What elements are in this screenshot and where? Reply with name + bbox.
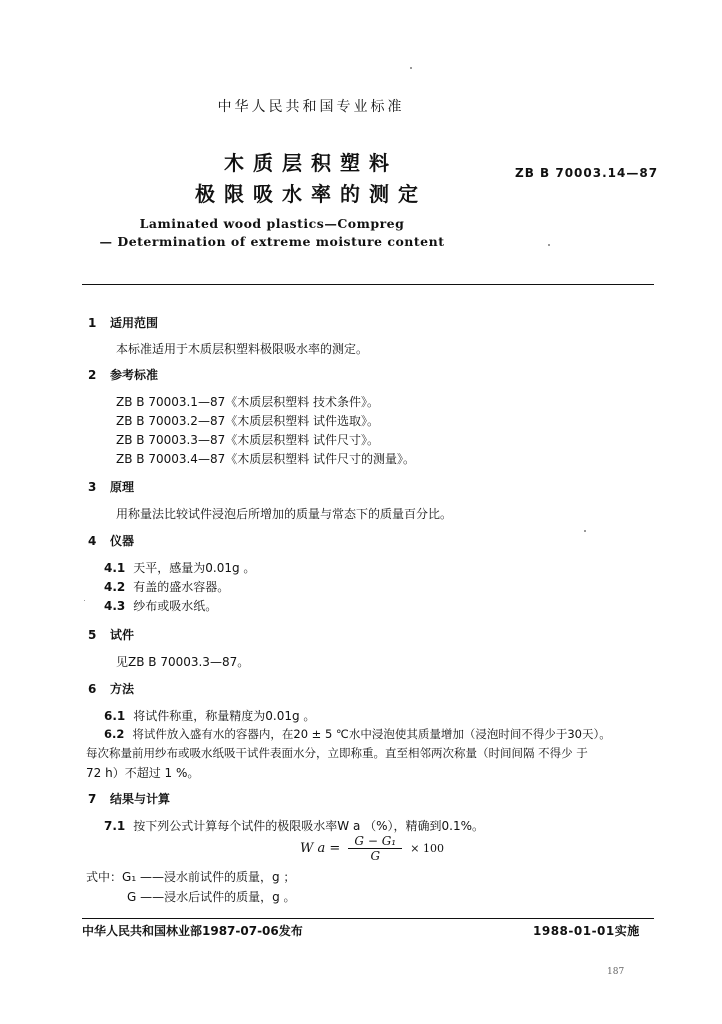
clause-number: 7.1 bbox=[104, 819, 126, 833]
variable-definition: G ——浸水后试件的质量，g 。 bbox=[127, 890, 296, 904]
title-zh-line2: 极限吸水率的测定 bbox=[195, 182, 427, 206]
scan-speck bbox=[410, 67, 412, 69]
clause-6-1 bbox=[104, 707, 315, 724]
section-7-heading bbox=[88, 790, 170, 807]
section-title: 方法 bbox=[110, 682, 135, 696]
where-clause bbox=[86, 868, 295, 885]
section-1-heading bbox=[88, 314, 158, 331]
section-5-text: 见ZB B 70003.3—87。 bbox=[116, 655, 250, 669]
title-en-line2: — Determination of extreme moisture content bbox=[99, 234, 445, 249]
clause-text: 天平，感量为0.01g 。 bbox=[133, 561, 256, 575]
reference-item: ZB B 70003.3—87《木质层积塑料 试件尺寸》。 bbox=[116, 433, 380, 447]
formula-denominator: G bbox=[370, 849, 381, 863]
section-number: 5 bbox=[88, 628, 97, 642]
section-title: 原理 bbox=[110, 480, 135, 494]
page-number: 187 bbox=[607, 967, 625, 977]
clause-number: 6.1 bbox=[104, 709, 126, 723]
section-3-heading bbox=[88, 478, 134, 495]
section-6-heading bbox=[88, 680, 134, 697]
section-2-heading bbox=[88, 366, 158, 383]
clause-number: 6.2 bbox=[104, 727, 125, 741]
section-number: 1 bbox=[88, 316, 97, 330]
formula-lhs: W a = bbox=[300, 841, 341, 856]
section-number: 7 bbox=[88, 792, 97, 806]
reference-item: ZB B 70003.2—87《木质层积塑料 试件选取》。 bbox=[116, 414, 380, 428]
clause-text: 纱布或吸水纸。 bbox=[133, 599, 218, 613]
clause-4-2 bbox=[104, 578, 229, 595]
clause-text: 有盖的盛水容器。 bbox=[133, 580, 230, 594]
clause-text: 按下列公式计算每个试件的极限吸水率W a （%），精确到0.1%。 bbox=[133, 819, 485, 833]
standard-name: 中华人民共和国专业标准 bbox=[217, 99, 405, 115]
clause-number: 4.2 bbox=[104, 580, 126, 594]
scan-speck bbox=[584, 530, 586, 532]
reference-item: ZB B 70003.4—87《木质层积塑料 试件尺寸的测量》。 bbox=[116, 452, 416, 466]
clause-6-2 bbox=[104, 726, 611, 742]
clause-number: 4.1 bbox=[104, 561, 126, 575]
title-en-line1: Laminated wood plastics—Compreg bbox=[139, 216, 405, 231]
footer-divider bbox=[82, 918, 654, 919]
section-title: 适用范围 bbox=[110, 316, 159, 330]
clause-6-2-line3: 72 h）不超过 1 %。 bbox=[86, 766, 200, 780]
clause-text: 将试件放入盛有水的容器内，在20 ± 5 ℃水中浸泡使其质量增加（浸泡时间不得少于30天）。 bbox=[132, 727, 611, 741]
formula-fraction bbox=[348, 834, 402, 863]
section-3-text: 用称量法比较试件浸泡后所增加的质量与常态下的质量百分比。 bbox=[116, 507, 453, 521]
section-title: 仪器 bbox=[110, 534, 135, 548]
section-number: 3 bbox=[88, 480, 97, 494]
clause-number: 4.3 bbox=[104, 599, 126, 613]
clause-7-1 bbox=[104, 817, 484, 834]
formula-tail: × 100 bbox=[410, 842, 444, 855]
header-divider bbox=[82, 284, 654, 285]
reference-item: ZB B 70003.1—87《木质层积塑料 技术条件》。 bbox=[116, 395, 380, 409]
section-title: 参考标准 bbox=[110, 368, 159, 382]
clause-4-1 bbox=[104, 559, 255, 576]
clause-6-2-line2: 每次称量前用纱布或吸水纸吸干试件表面水分，立即称重。直至相邻两次称量（时间间隔 不得少 于 bbox=[86, 746, 588, 760]
section-number: 6 bbox=[88, 682, 97, 696]
scan-speck bbox=[84, 600, 85, 601]
section-title: 结果与计算 bbox=[110, 792, 171, 806]
section-title: 试件 bbox=[110, 628, 135, 642]
standard-code: ZB B 70003.14—87 bbox=[515, 166, 659, 180]
clause-text: 将试件称重，称量精度为0.01g 。 bbox=[133, 709, 316, 723]
scan-speck bbox=[548, 244, 550, 246]
variable-definition: G₁ ——浸水前试件的质量，g ； bbox=[122, 870, 296, 884]
section-number: 2 bbox=[88, 368, 97, 382]
formula bbox=[300, 834, 444, 863]
formula-numerator: G − G₁ bbox=[348, 834, 402, 849]
clause-4-3 bbox=[104, 597, 217, 614]
title-zh-line1: 木质层积塑料 bbox=[224, 151, 398, 175]
where-label: 式中： bbox=[86, 870, 123, 884]
section-1-text: 本标准适用于木质层积塑料极限吸水率的测定。 bbox=[116, 342, 369, 356]
section-4-heading bbox=[88, 532, 134, 549]
section-number: 4 bbox=[88, 534, 97, 548]
issued-date: 中华人民共和国林业部1987-07-06发布 bbox=[82, 924, 303, 938]
section-5-heading bbox=[88, 626, 134, 643]
effective-date: 1988-01-01实施 bbox=[533, 924, 640, 938]
